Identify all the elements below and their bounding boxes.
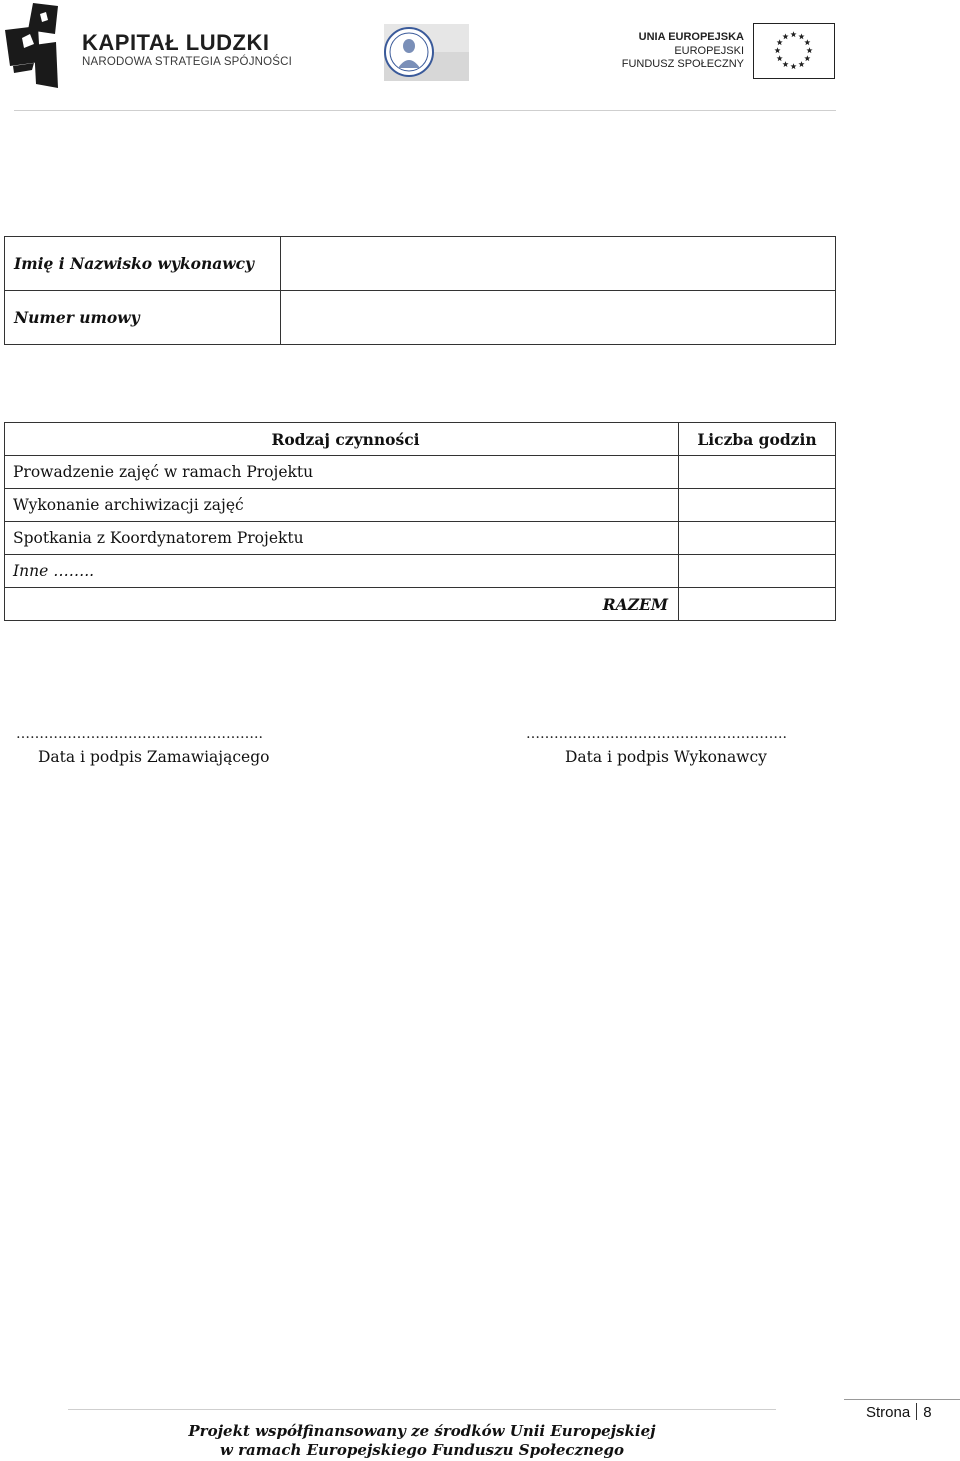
page-number-separator — [916, 1403, 917, 1420]
activity-cell: Spotkania z Koordynatorem Projektu — [5, 522, 679, 555]
kapital-ludzki-emblem-icon — [0, 0, 80, 92]
table-header-row — [5, 423, 836, 456]
activity-cell: Inne …….. — [5, 555, 679, 588]
kapital-ludzki-subtitle: NARODOWA STRATEGIA SPÓJNOŚCI — [82, 56, 293, 68]
kapital-ludzki-title: KAPITAŁ LUDZKI — [82, 30, 270, 55]
hours-cell[interactable] — [679, 456, 836, 489]
eu-fund-label — [612, 31, 744, 72]
footer-divider — [68, 1409, 776, 1410]
eu-star-icon — [798, 33, 804, 39]
eu-star-icon — [798, 61, 804, 67]
eu-star-icon — [806, 47, 812, 53]
table-row — [5, 555, 836, 588]
header-divider — [14, 110, 836, 111]
eu-star-icon — [804, 55, 810, 61]
eu-flag-logo — [753, 23, 835, 79]
page-number — [866, 1403, 932, 1421]
university-seal-logo — [384, 24, 469, 81]
eu-star-icon — [782, 61, 788, 67]
page-number-divider — [844, 1399, 960, 1400]
page-prefix: Strona — [866, 1404, 911, 1421]
eu-line-3: FUNDUSZ SPOŁECZNY — [621, 58, 744, 70]
contract-number-label: Numer umowy — [5, 291, 281, 345]
eu-star-icon — [790, 31, 796, 37]
eu-star-icon — [804, 39, 810, 45]
hours-cell[interactable] — [679, 522, 836, 555]
eu-star-icon — [774, 47, 780, 53]
activity-cell: Prowadzenie zajęć w ramach Projektu — [5, 456, 679, 489]
hours-header: Liczba godzin — [679, 423, 836, 456]
eu-star-icon — [777, 39, 783, 45]
hours-cell[interactable] — [679, 489, 836, 522]
eu-star-icon — [782, 33, 788, 39]
contractor-name-label: Imię i Nazwisko wykonawcy — [5, 237, 281, 291]
eu-line-2: EUROPEJSKI — [674, 44, 744, 57]
contractor-info-table — [4, 236, 836, 345]
client-signature-line: …………………………………………….. — [16, 726, 263, 742]
page-number-value: 8 — [923, 1404, 932, 1421]
activity-hours-table — [4, 422, 836, 621]
contractor-name-value[interactable] — [281, 237, 836, 291]
total-label: RAZEM — [5, 588, 679, 621]
contractor-signature-label: Data i podpis Wykonawcy — [565, 748, 767, 766]
eu-line-1: UNIA EUROPEJSKA — [638, 31, 744, 43]
client-signature-label: Data i podpis Zamawiającego — [38, 748, 270, 766]
eu-stars-icon — [754, 24, 833, 77]
contractor-signature-line: ……………………………………………….. — [526, 726, 787, 742]
table-row — [5, 522, 836, 555]
footer-line-1: Projekt współfinansowany ze środków Unii Europejskiej — [188, 1422, 656, 1440]
table-total-row — [5, 588, 836, 621]
activity-type-header: Rodzaj czynności — [5, 423, 679, 456]
table-row — [5, 489, 836, 522]
table-row — [5, 456, 836, 489]
total-hours-cell[interactable] — [679, 588, 836, 621]
contract-number-value[interactable] — [281, 291, 836, 345]
eu-star-icon — [790, 63, 796, 69]
activity-cell: Wykonanie archiwizacji zajęć — [5, 489, 679, 522]
footer-line-2: w ramach Europejskiego Funduszu Społecznego — [219, 1441, 625, 1459]
eu-star-icon — [777, 55, 783, 61]
table-row — [5, 291, 836, 345]
table-row — [5, 237, 836, 291]
hours-cell[interactable] — [679, 555, 836, 588]
